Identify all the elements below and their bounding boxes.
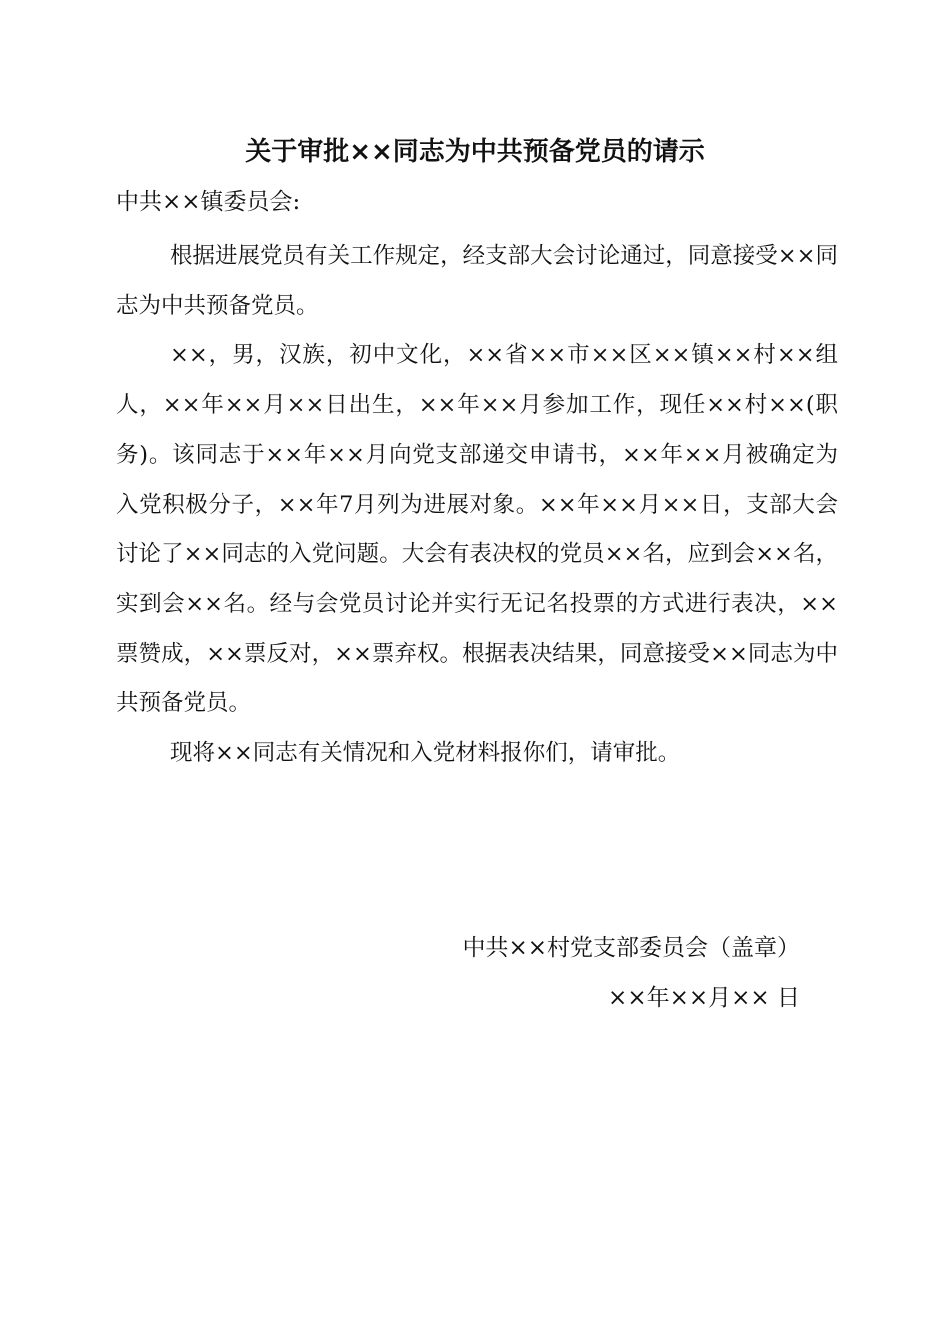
paragraph-request: 现将××同志有关情况和入党材料报你们，请审批。 — [170, 740, 681, 767]
paragraph-intro: 根据进展党员有关工作规定，经支部大会讨论通过，同意接受××同志为中共预备党员。 — [116, 243, 838, 319]
signature-organization: 中共××村党支部委员会（盖章） — [462, 935, 800, 961]
signature-date: ××年××月×× 日 — [608, 985, 800, 1011]
paragraph-details: ××，男，汉族，初中文化，××省××市××区××镇××村××组人，××年××月××日出生，××年××月参加工作，现任××村××(职务)。该同志于××年××月向党支部递交申请书，××年××月被确定为入党积极分子，××年7月列为进展对象。××年××月××日，支部大会讨论了××同志的入党问题。大会有表决权的党员××名，应到会××名，实到会××名。经与会党员讨论并实行无记名投票的方式进行表决，××票赞成，××票反对，××票弃权。根据表决结果，同意接受××同志为中共预备党员。 — [116, 342, 838, 717]
document-body — [116, 232, 838, 779]
document-title: 关于审批××同志为中共预备党员的请示 — [245, 137, 705, 167]
addressee: 中共××镇委员会: — [116, 189, 301, 215]
